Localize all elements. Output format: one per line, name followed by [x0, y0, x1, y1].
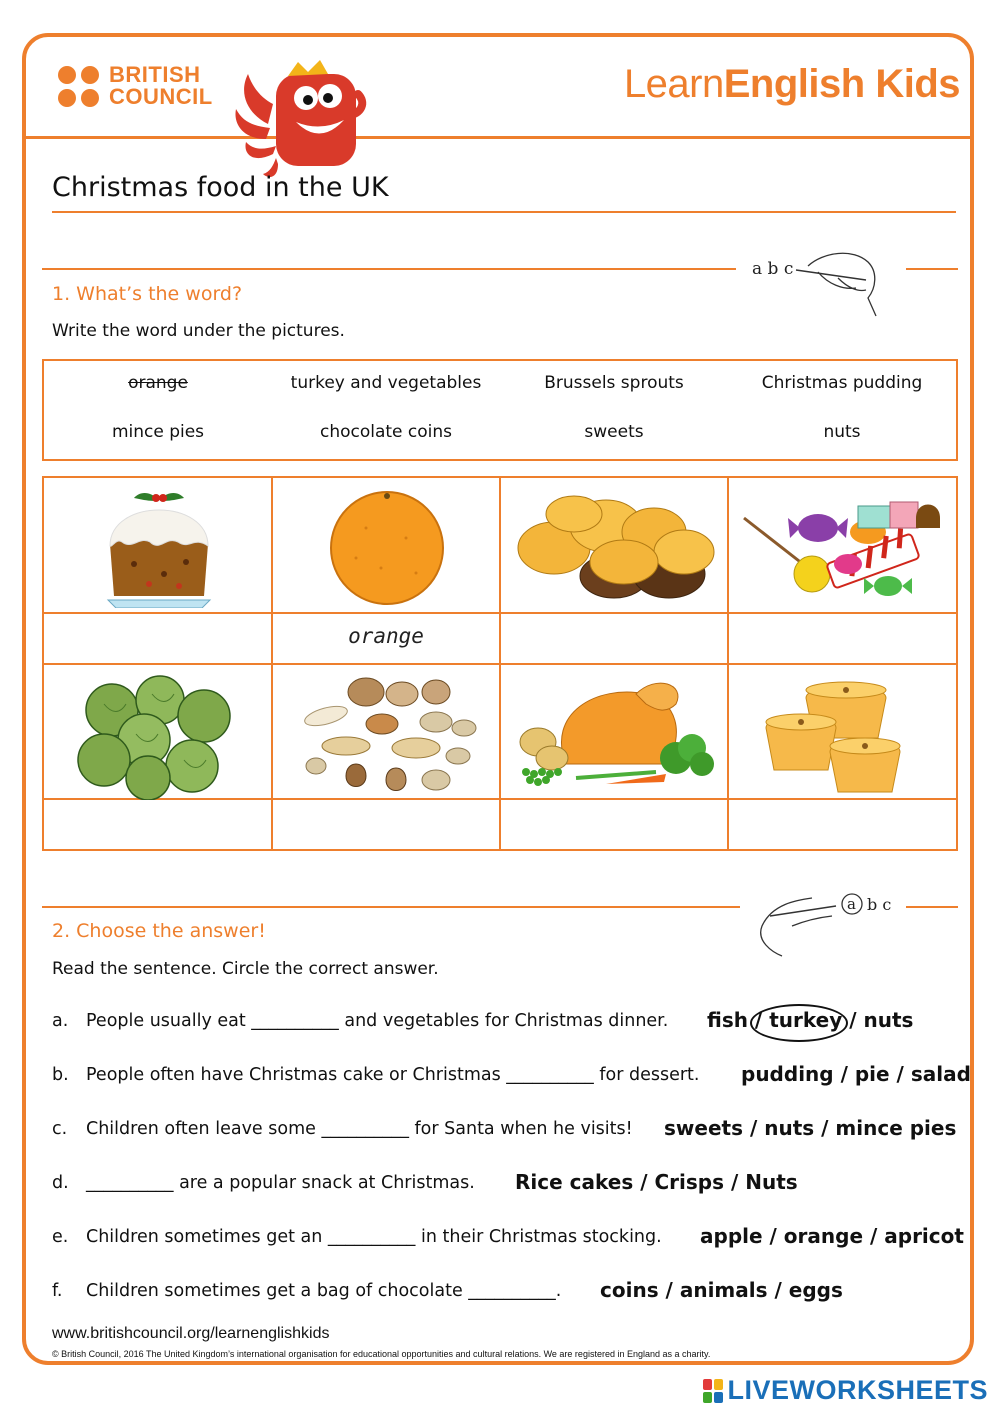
option[interactable]: sweets [664, 1116, 743, 1140]
option-circled[interactable]: turkey [769, 1008, 843, 1032]
section1-title: 1. What’s the word? [52, 283, 243, 305]
word-bank-item: turkey and vegetables [290, 373, 482, 393]
british-council-logo [58, 64, 213, 108]
hand-letters-text: a b c [752, 259, 794, 279]
option[interactable]: nuts [764, 1116, 815, 1140]
option[interactable]: pudding [741, 1062, 834, 1086]
title-underline [52, 211, 956, 213]
orange-picture [326, 488, 448, 606]
question-text: __________ are a popular snack at Christmas. [86, 1173, 475, 1193]
section1-instruction: Write the word under the pictures. [52, 321, 345, 341]
question-text: People often have Christmas cake or Christmas __________ for dessert. [86, 1065, 700, 1085]
example-answer: orange [348, 624, 424, 648]
hand-circled-letter: a [847, 895, 856, 913]
picture-grid [42, 476, 958, 851]
word-bank-item: nuts [823, 422, 861, 442]
option[interactable]: salad [910, 1062, 971, 1086]
question-letter: d. [52, 1173, 69, 1193]
option[interactable]: pie [854, 1062, 890, 1086]
monster-mascot-icon [228, 54, 368, 180]
option[interactable]: animals [679, 1278, 768, 1302]
option[interactable]: coins [600, 1278, 659, 1302]
question-b-options[interactable]: pudding / pie / salad [741, 1062, 971, 1086]
question-text: People usually eat __________ and vegetables for Christmas dinner. [86, 1011, 669, 1031]
nuts-picture [286, 676, 486, 798]
british-council-wordmark: BRITISH COUNCIL [109, 62, 213, 109]
word-bank-item: chocolate coins [319, 422, 453, 442]
section1-rule-left [42, 268, 736, 270]
header-divider [26, 136, 974, 139]
footer-url[interactable]: www.britishcouncil.org/learnenglishkids [52, 1325, 330, 1342]
word-bank-item: orange [128, 373, 188, 393]
writing-hand-icon [748, 248, 898, 328]
question-letter: f. [52, 1281, 63, 1301]
word-bank-item: sweets [584, 422, 644, 442]
option[interactable]: apricot [884, 1224, 964, 1248]
page-title: Christmas food in the UK [52, 172, 389, 203]
answer-circle-mark [750, 1004, 848, 1042]
option[interactable]: nuts [863, 1008, 914, 1032]
brussels-sprouts-picture [74, 674, 244, 800]
question-letter: b. [52, 1065, 69, 1085]
sweets-picture [738, 488, 948, 606]
word-bank [42, 359, 958, 461]
section2-rule-right [906, 906, 958, 908]
question-e-options[interactable]: apple / orange / apricot [700, 1224, 964, 1248]
question-f-options[interactable]: coins / animals / eggs [600, 1278, 843, 1302]
liveworksheets-text: LIVEWORKSHEETS [727, 1375, 988, 1405]
question-letter: c. [52, 1119, 68, 1139]
circling-hand-icon [752, 886, 902, 966]
christmas-pudding-picture [94, 484, 224, 608]
option[interactable]: Nuts [745, 1170, 798, 1194]
word-bank-item: Brussels sprouts [544, 373, 684, 393]
section2-title: 2. Choose the answer! [52, 920, 266, 942]
option[interactable]: eggs [788, 1278, 843, 1302]
mince-pies-picture [760, 678, 920, 796]
question-text: Children often leave some __________ for Santa when he visits! [86, 1119, 633, 1139]
question-letter: e. [52, 1227, 69, 1247]
question-a-options[interactable]: fish / turkey / nuts [707, 1008, 914, 1032]
chocolate-coins-picture [514, 486, 720, 608]
liveworksheets-icon [703, 1379, 723, 1403]
question-letter: a. [52, 1011, 69, 1031]
turkey-and-vegetables-picture [516, 674, 720, 800]
option[interactable]: apple [700, 1224, 763, 1248]
word-bank-item: Christmas pudding [761, 373, 923, 393]
hand-letters-text: b c [867, 895, 892, 914]
section2-instruction: Read the sentence. Circle the correct answer. [52, 959, 439, 979]
question-text: Children sometimes get a bag of chocolate __________. [86, 1281, 562, 1301]
option[interactable]: Rice cakes [515, 1170, 634, 1194]
question-d-options[interactable]: Rice cakes / Crisps / Nuts [515, 1170, 798, 1194]
question-c-options[interactable]: sweets / nuts / mince pies [664, 1116, 957, 1140]
option[interactable]: orange [783, 1224, 864, 1248]
option[interactable]: fish [707, 1008, 748, 1032]
word-bank-item: mince pies [111, 422, 205, 442]
british-council-dots-icon [58, 66, 99, 107]
section1-rule-right [906, 268, 958, 270]
liveworksheets-logo[interactable] [703, 1375, 988, 1406]
section2-rule-left [42, 906, 740, 908]
option[interactable]: Crisps [654, 1170, 724, 1194]
question-text: Children sometimes get an __________ in their Christmas stocking. [86, 1227, 662, 1247]
learnenglish-kids-logo: LearnEnglish Kids [623, 62, 960, 106]
option[interactable]: mince pies [835, 1116, 957, 1140]
footer-copyright: © British Council, 2016 The United Kingdom’s international organisation for educational opportunities and cultural relations. We are registered in England as a charity. [52, 1349, 711, 1359]
